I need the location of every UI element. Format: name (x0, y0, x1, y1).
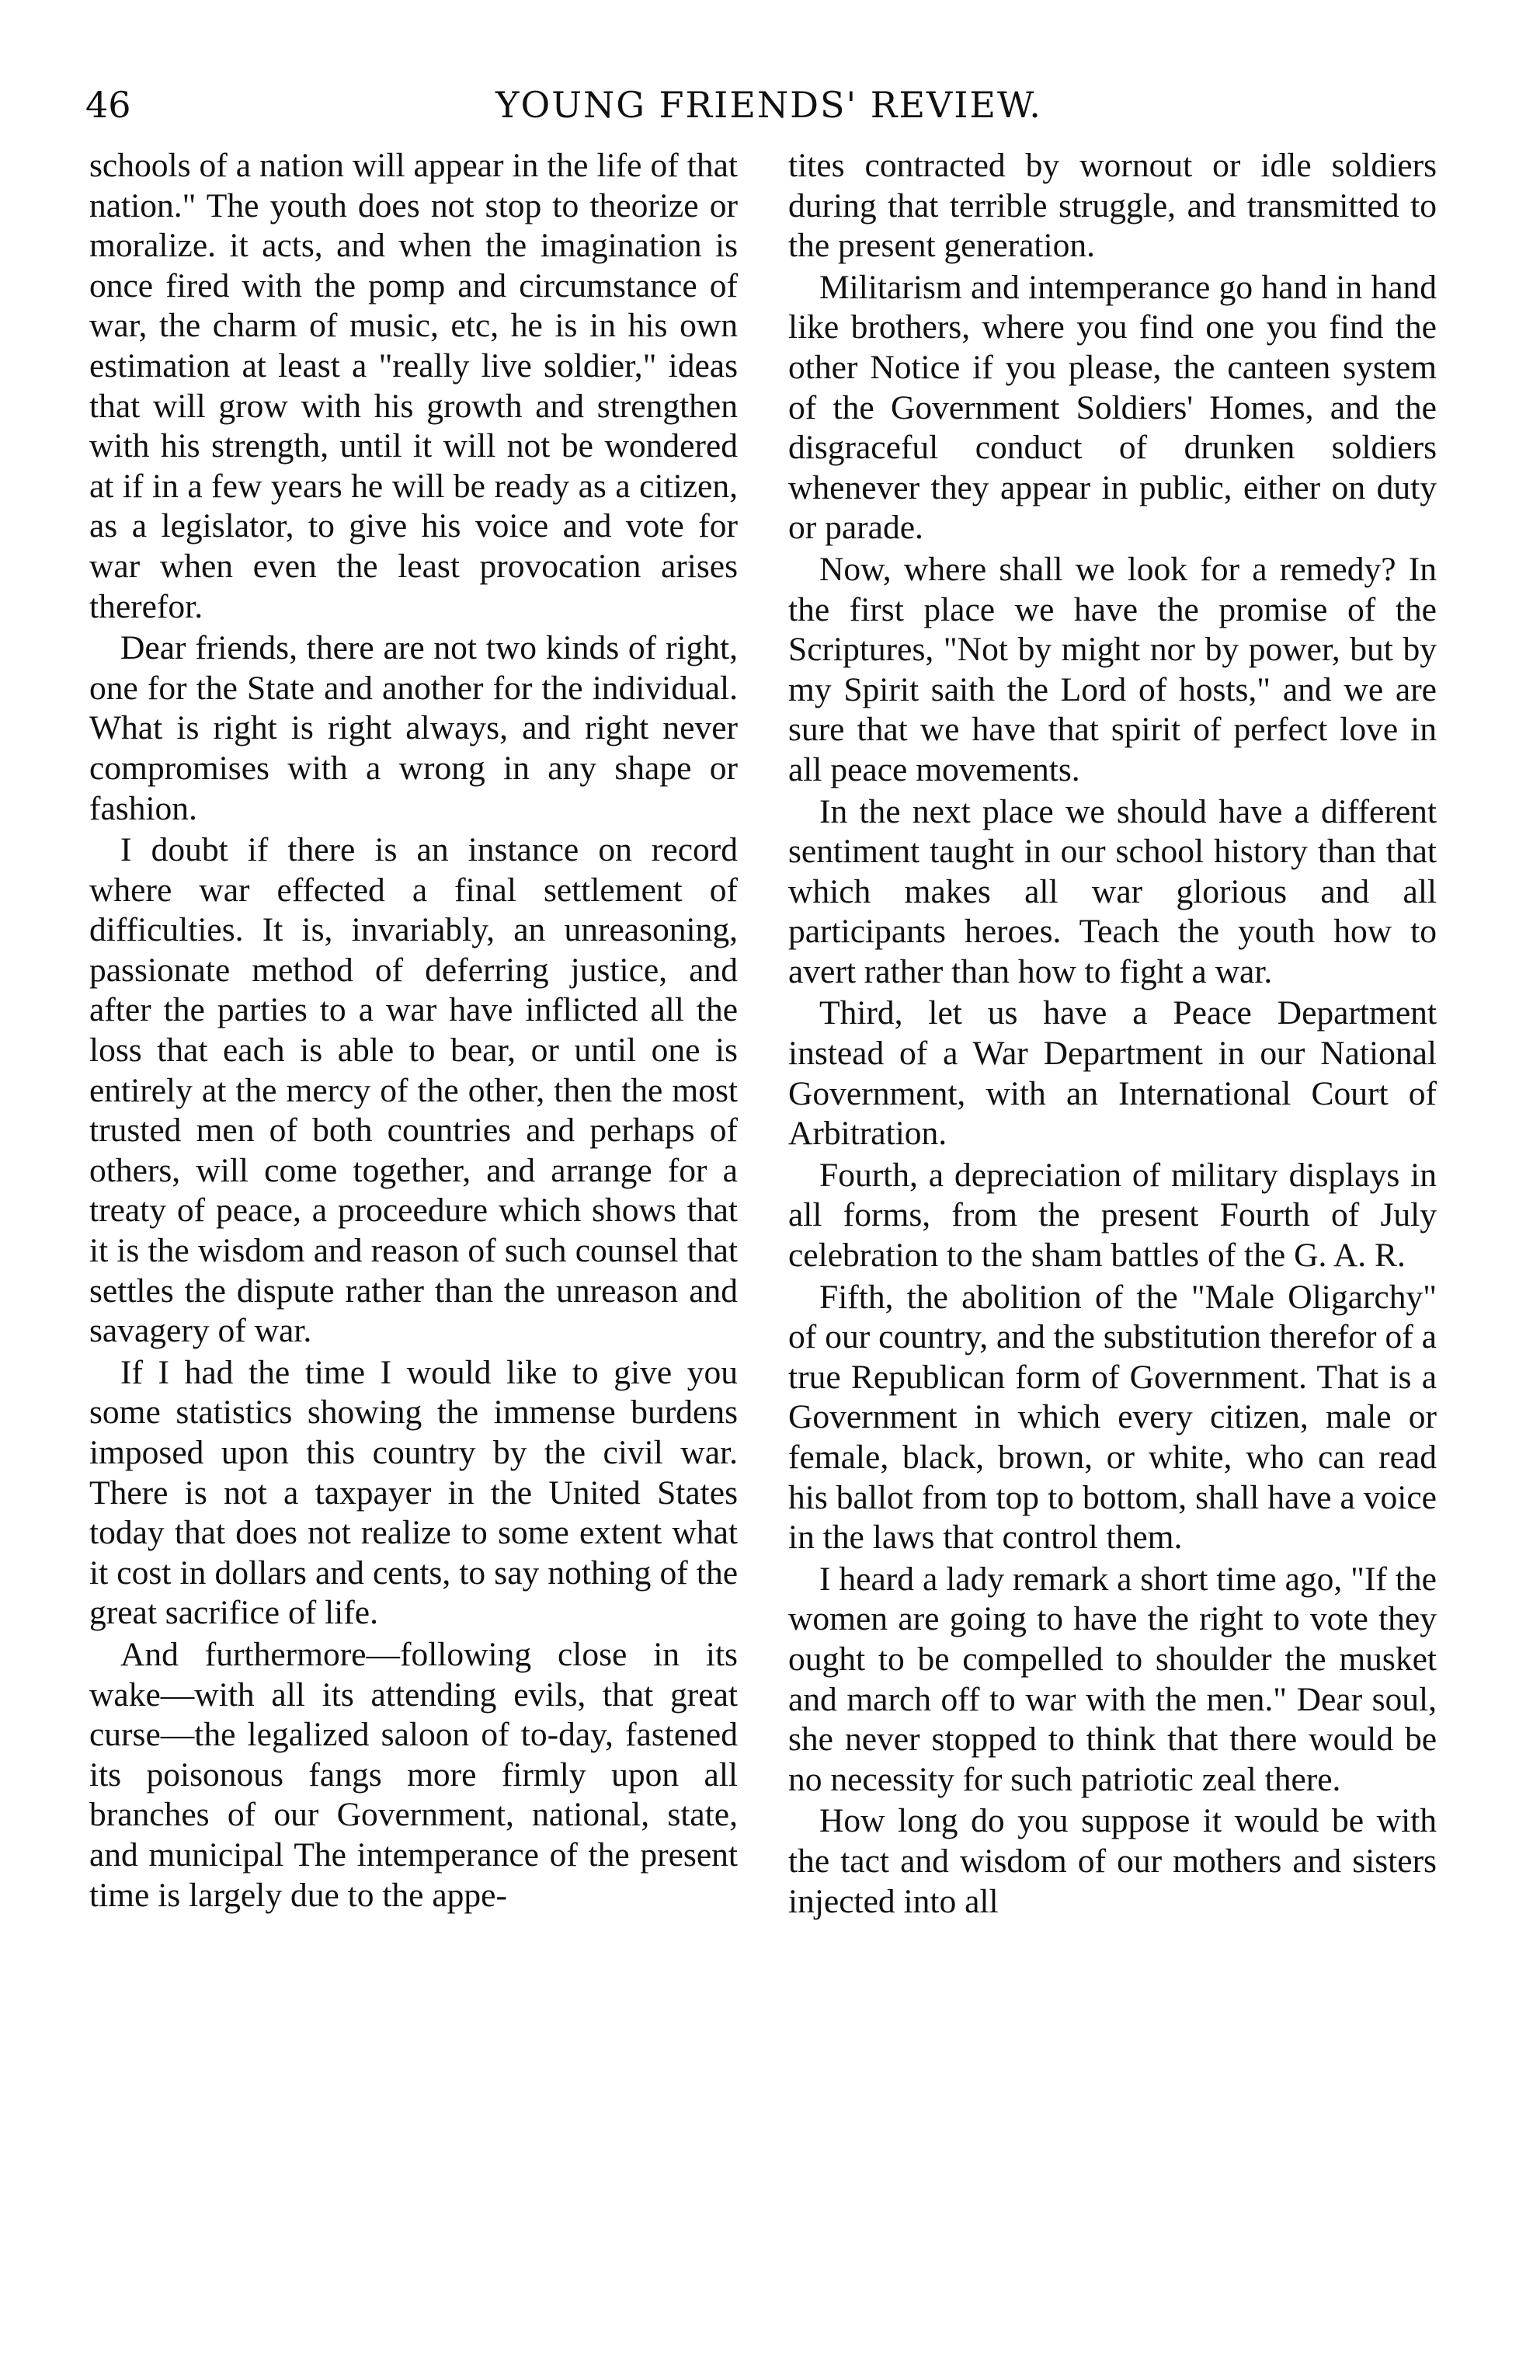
paragraph: I heard a lady remark a short time ago, "If the women are going to have the right to vote they ought to be compelled to shoulder the musket and march off to war with the men." Dear soul, she never stopped to think that there would be no necessity for such patriotic zeal there. (788, 1560, 1437, 1798)
paragraph: tites contracted by wornout or idle soldiers during that terrible struggle, and transmitted to the present generation. (788, 147, 1437, 265)
paragraph: Fifth, the abolition of the "Male Oligarchy" of our country, and the substitution therefor of a true Republican form of Government. That is a Government in which every citizen, male or female, black, brown, or white, who can read his ballot from top to bottom, shall have a voice in the laws that control them. (788, 1278, 1437, 1557)
paragraph: Dear friends, there are not two kinds of right, one for the State and another for the individual. What is right is right always, and right never compromises with a wrong in any shape or fashion. (89, 629, 738, 827)
paragraph: schools of a nation will appear in the life of that nation." The youth does not stop to theorize or moralize. it acts, and when the imagination is once fired with the pomp and circumstance of war, the charm of music, etc, he is in his own estimation at least a "really live soldier," ideas that will grow with his growth and strengthen with his strength, until it will not be wondered at if in a few years he will be ready as a citizen, as a legislator, to give his voice and vote for war when even the least provocation arises therefor. (89, 147, 738, 625)
page-header (85, 78, 1452, 132)
paragraph: Fourth, a depreciation of military displays in all forms, from the present Fourth of July celebration to the sham battles of the G. A. R. (788, 1156, 1437, 1275)
paragraph: In the next place we should have a different sentiment taught in our school history than that which makes all war glorious and all participants heroes. Teach the youth how to avert rather than how to fight a war. (788, 792, 1437, 990)
paragraph: And furthermore—following close in its wake—with all its attending evils, that great curse—the legalized saloon of to-day, fastened its poisonous fangs more firmly upon all branches of our Government, national, state, and municipal The intemperance of the present time is largely due to the appe- (89, 1635, 738, 1914)
paragraph: I doubt if there is an instance on record where war effected a final settlement of difficulties. It is, invariably, an unreasoning, passionate method of deferring justice, and after the parties to a war have inflicted all the loss that each is able to bear, or until one is entirely at the mercy of the other, then the most trusted men of both countries and perhaps of others, will come together, and arrange for a treaty of peace, a proceedure which shows that it is the wisdom and reason of such counsel that settles the dispute rather than the unreason and savagery of war. (89, 831, 738, 1350)
paragraph: How long do you suppose it would be with the tact and wisdom of our mothers and sisters injected into all (788, 1802, 1437, 1920)
paragraph: Militarism and intemperance go hand in hand like brothers, where you find one you find the other Notice if you please, the canteen system of the Government Soldiers' Homes, and the disgraceful conduct of drunken soldiers whenever they appear in public, either on duty or parade. (788, 268, 1437, 547)
page-number: 46 (85, 84, 131, 126)
paragraph: Third, let us have a Peace Department instead of a War Department in our National Government, with an International Court of Arbitration. (788, 994, 1437, 1153)
left-column (89, 146, 738, 1917)
paragraph: If I had the time I would like to give you some statistics showing the immense burdens imposed upon this country by the civil war. There is not a taxpayer in the United States today that does not realize to some extent what it cost in dollars and cents, to say nothing of the great sacrifice of life. (89, 1353, 738, 1632)
running-title: YOUNG FRIENDS' REVIEW. (495, 84, 1042, 126)
paragraph: Now, where shall we look for a remedy? In the first place we have the promise of the Scriptures, "Not by might nor by power, but by my Spirit saith the Lord of hosts," and we are sure that we have that spirit of perfect love in all peace movements. (788, 550, 1437, 788)
right-column (788, 146, 1437, 1923)
